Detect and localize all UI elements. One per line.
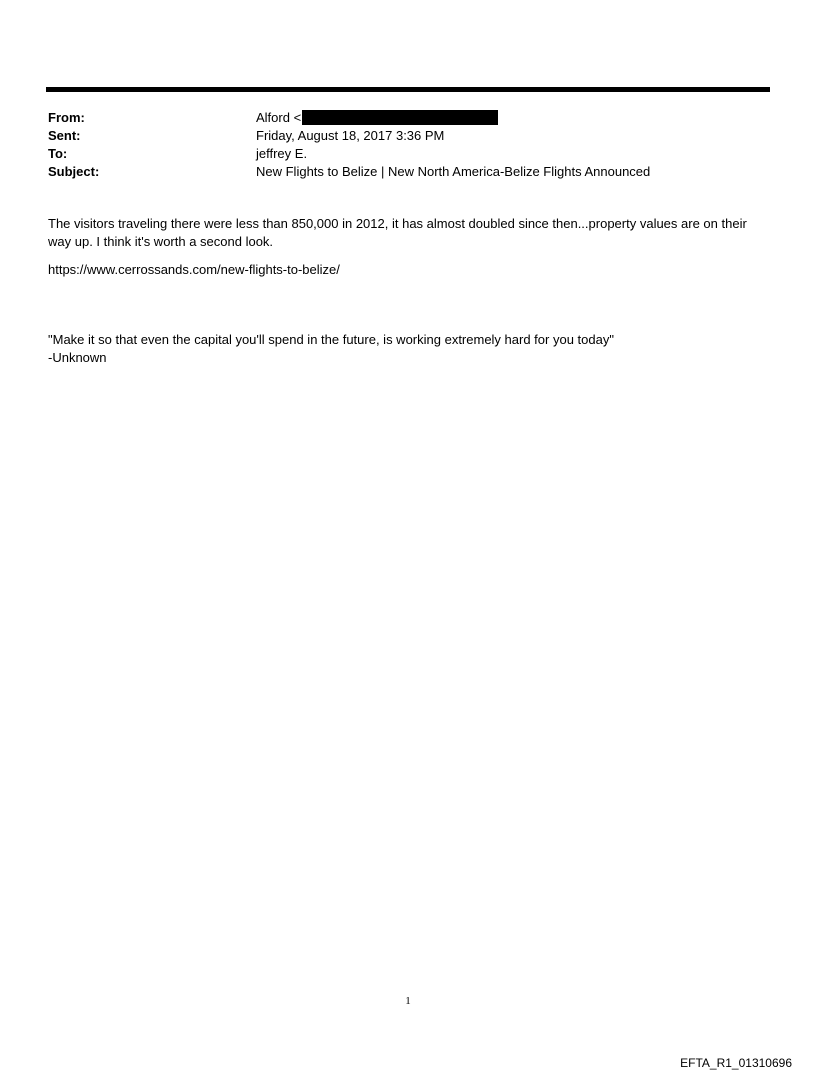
body-paragraph: The visitors traveling there were less than 850,000 in 2012, it has almost doubled since then...property values are on their way up. I think it's worth a second look.: [48, 216, 747, 249]
subject-value: New Flights to Belize | New North America-Belize Flights Announced: [256, 163, 651, 179]
to-row: [48, 144, 768, 162]
from-label: From:: [48, 109, 85, 125]
from-value: [256, 110, 498, 125]
document-id: EFTA_R1_01310696: [680, 1056, 792, 1070]
from-row: [48, 108, 768, 126]
sent-row: [48, 126, 768, 144]
email-header: [48, 108, 768, 180]
to-label: To:: [48, 145, 68, 161]
page-number: 1: [405, 995, 411, 1007]
sent-value: Friday, August 18, 2017 3:36 PM: [256, 127, 445, 143]
signature-quote: "Make it so that even the capital you'll spend in the future, is working extremely hard for you today": [48, 332, 614, 347]
subject-label: Subject:: [48, 163, 100, 179]
subject-row: [48, 162, 768, 180]
to-value: jeffrey E.: [256, 145, 308, 161]
redaction-bar: [302, 110, 498, 125]
header-divider: [46, 87, 770, 92]
quote-attribution: -Unknown: [48, 350, 107, 365]
email-body: [48, 215, 758, 367]
sender-name: Alford <: [256, 109, 302, 125]
article-link[interactable]: https://www.cerrossands.com/new-flights-to-belize/: [48, 262, 340, 277]
sent-label: Sent:: [48, 127, 81, 143]
